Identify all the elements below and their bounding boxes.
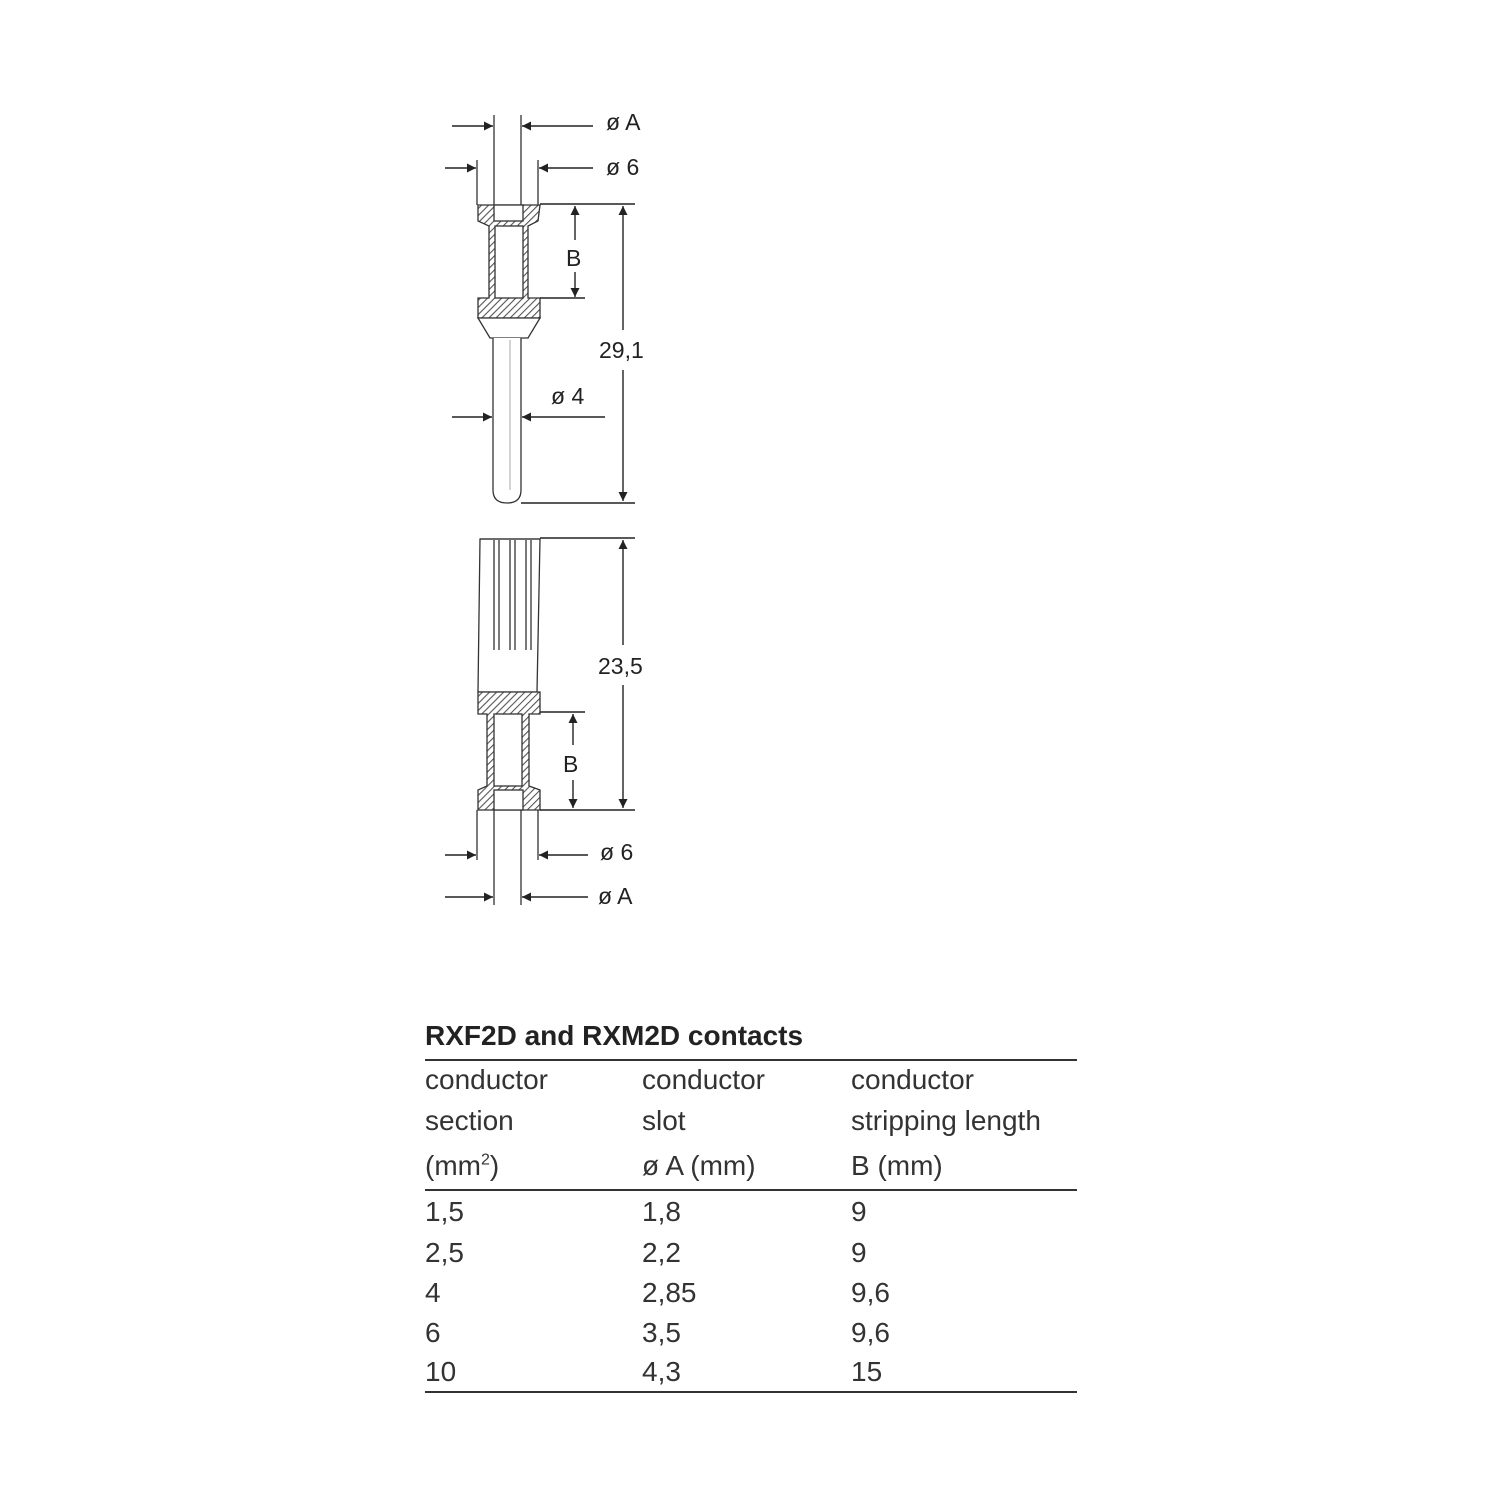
header-unit-prefix: (mm [425,1150,481,1181]
header-col3-line3: B (mm) [851,1150,943,1181]
male-pin-dim-label: ø 4 [551,383,585,409]
table-row [425,1273,1077,1313]
female-slot-dim-label: ø A [598,883,633,909]
cell-stripping: 9 [851,1237,867,1268]
cell-slot: 3,5 [642,1317,681,1348]
cell-section: 6 [425,1317,441,1348]
female-strip-dim-label: B [563,751,579,777]
header-unit-suffix: ) [489,1150,500,1181]
header-col3-line2: stripping length [851,1105,1041,1136]
male-length-dim-label: 29,1 [599,337,644,363]
cell-stripping: 9 [851,1196,867,1227]
cell-stripping: 15 [851,1356,883,1387]
cell-slot: 4,3 [642,1356,681,1387]
header-col2-line1: conductor [642,1064,765,1095]
header-col1-line3 [425,1143,642,1190]
header-unit-superscript: 2 [480,1151,490,1169]
cell-section: 2,5 [425,1237,464,1268]
male-outer-dim-label: ø 6 [606,154,640,180]
table-row [425,1353,1077,1392]
table-body [425,1190,1077,1392]
cell-slot: 1,8 [642,1196,681,1227]
table-row [425,1233,1077,1273]
cell-stripping: 9,6 [851,1317,890,1348]
cell-stripping: 9,6 [851,1277,890,1308]
contacts-spec-table [425,1059,1077,1393]
cell-slot: 2,85 [642,1277,697,1308]
male-contact [477,115,540,503]
header-col1-line2: section [425,1105,514,1136]
table-header [425,1060,1077,1190]
female-length-dim-label: 23,5 [598,653,643,679]
header-col1-line1: conductor [425,1064,548,1095]
header-col2-line2: slot [642,1105,686,1136]
female-contact [477,539,540,905]
male-slot-dim-label: ø A [606,109,641,135]
cell-section: 10 [425,1356,457,1387]
male-strip-dim-label: B [566,245,582,271]
header-col3-line1: conductor [851,1064,974,1095]
table-row [425,1313,1077,1353]
cell-section: 1,5 [425,1196,464,1227]
table-row [425,1190,1077,1233]
cell-section: 4 [425,1277,441,1308]
table-title: RXF2D and RXM2D contacts [425,1020,804,1051]
female-outer-dim-label: ø 6 [600,839,634,865]
header-col2-line3: ø A (mm) [642,1150,756,1181]
cell-slot: 2,2 [642,1237,681,1268]
